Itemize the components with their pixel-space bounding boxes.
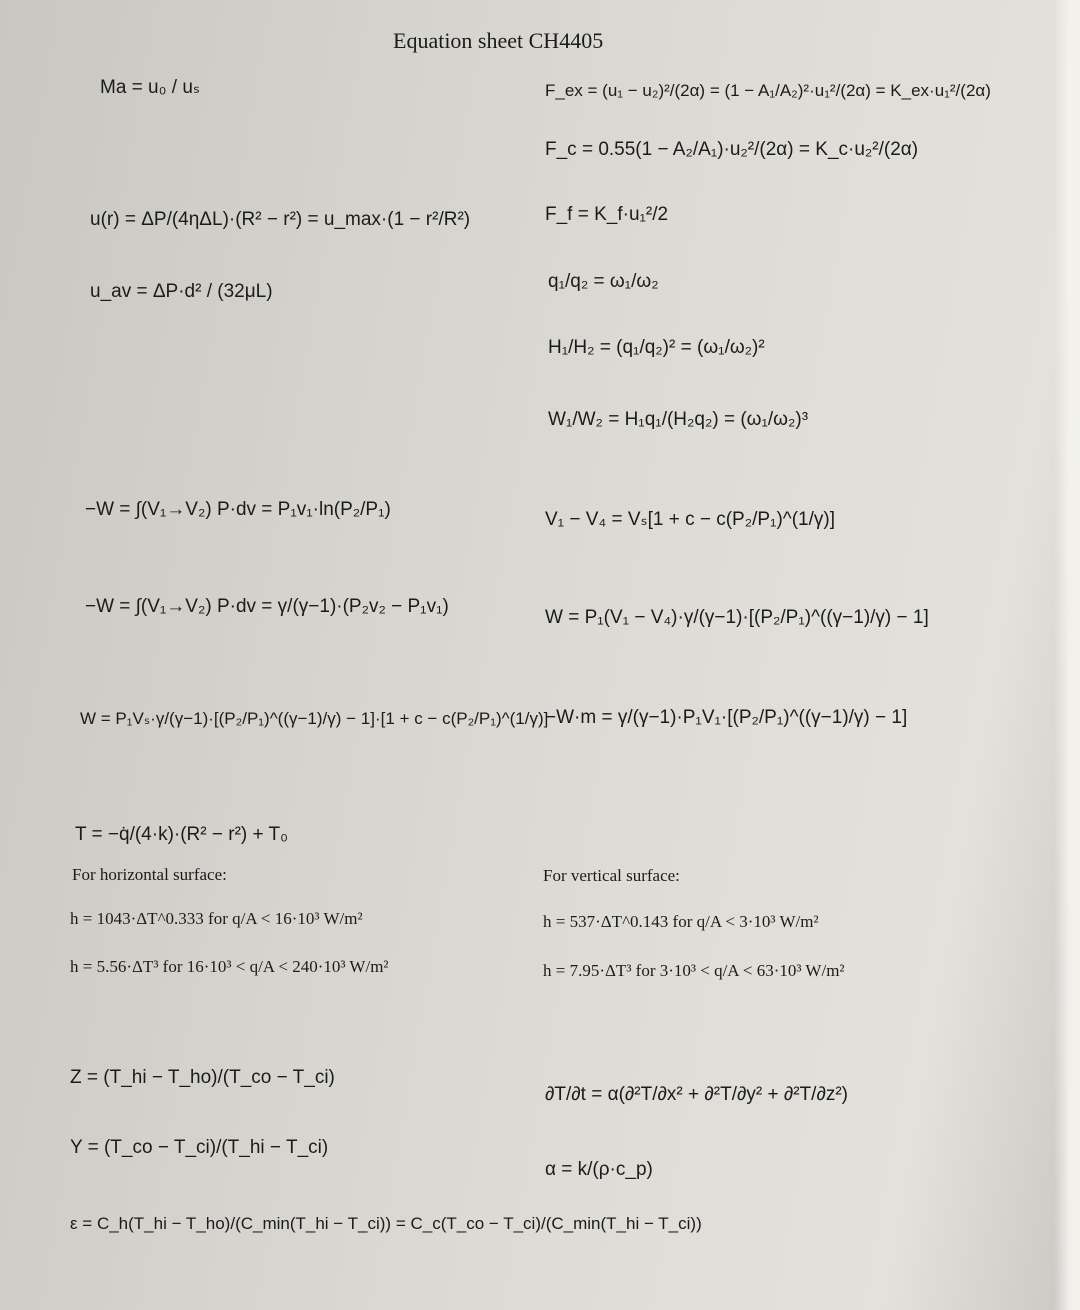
pump-law-flow-equation: q₁/q₂ = ω₁/ω₂ <box>548 271 659 292</box>
fitting-loss-equation: F_f = K_f·u₁²/2 <box>545 204 669 225</box>
pump-law-head-equation: H₁/H₂ = (q₁/q₂)² = (ω₁/ω₂)² <box>548 337 765 358</box>
horizontal-surface-heading: For horizontal surface: <box>72 865 227 884</box>
velocity-profile-equation: u(r) = ΔP/(4ηΔL)·(R² − r²) = u_max·(1 − r²/R²) <box>90 209 471 230</box>
pump-law-power-equation: W₁/W₂ = H₁q₁/(H₂q₂) = (ω₁/ω₂)³ <box>548 409 809 430</box>
vertical-correlation-1: h = 537·ΔT^0.143 for q/A < 3·10³ W/m² <box>543 912 819 931</box>
vertical-surface-heading: For vertical surface: <box>543 866 680 885</box>
horizontal-correlation-1: h = 1043·ΔT^0.333 for q/A < 16·10³ W/m² <box>70 909 363 928</box>
heat-equation: ∂T/∂t = α(∂²T/∂x² + ∂²T/∂y² + ∂²T/∂z²) <box>545 1084 848 1105</box>
adiabatic-work-equation: −W = ∫(V₁→V₂) P·dv = γ/(γ−1)·(P₂v₂ − P₁v₁) <box>85 596 449 617</box>
thermal-diffusivity-equation: α = k/(ρ·c_p) <box>545 1159 653 1180</box>
horizontal-correlation-2: h = 5.56·ΔT³ for 16·10³ < q/A < 240·10³ W/m² <box>70 957 389 976</box>
volumetric-capacity-equation: V₁ − V₄ = Vₛ[1 + c − c(P₂/P₁)^(1/γ)] <box>545 509 835 530</box>
compressor-work-equation: W = P₁Vₛ·γ/(γ−1)·[(P₂/P₁)^((γ−1)/γ) − 1]·[1 + c − c(P₂/P₁)^(1/γ)] <box>80 709 549 728</box>
mass-work-equation: −W·m = γ/(γ−1)·P₁V₁·[(P₂/P₁)^((γ−1)/γ) − 1] <box>545 707 908 728</box>
z-ratio-equation: Z = (T_hi − T_ho)/(T_co − T_ci) <box>70 1067 335 1088</box>
vertical-correlation-2: h = 7.95·ΔT³ for 3·10³ < q/A < 63·10³ W/m² <box>543 961 845 980</box>
isothermal-work-equation: −W = ∫(V₁→V₂) P·dv = P₁v₁·ln(P₂/P₁) <box>85 499 391 520</box>
mach-number-equation: Ma = u₀ / uₛ <box>100 77 200 98</box>
temperature-profile-equation: T = −q̇/(4·k)·(R² − r²) + T₀ <box>75 824 289 845</box>
contraction-loss-equation: F_c = 0.55(1 − A₂/A₁)·u₂²/(2α) = K_c·u₂²/(2α) <box>545 139 919 160</box>
y-ratio-equation: Y = (T_co − T_ci)/(T_hi − T_ci) <box>70 1137 329 1158</box>
effectiveness-equation: ε = C_h(T_hi − T_ho)/(C_min(T_hi − T_ci)) = C_c(T_co − T_ci)/(C_min(T_hi − T_ci)) <box>70 1214 702 1233</box>
paper-edge <box>1054 0 1080 1310</box>
cycle-work-equation: W = P₁(V₁ − V₄)·γ/(γ−1)·[(P₂/P₁)^((γ−1)/γ) − 1] <box>545 607 929 628</box>
expansion-loss-equation: F_ex = (u₁ − u₂)²/(2α) = (1 − A₁/A₂)²·u₁²/(2α) = K_ex·u₁²/(2α) <box>545 81 991 100</box>
average-velocity-equation: u_av = ΔP·d² / (32μL) <box>90 281 273 302</box>
page-title: Equation sheet CH4405 <box>393 28 604 53</box>
